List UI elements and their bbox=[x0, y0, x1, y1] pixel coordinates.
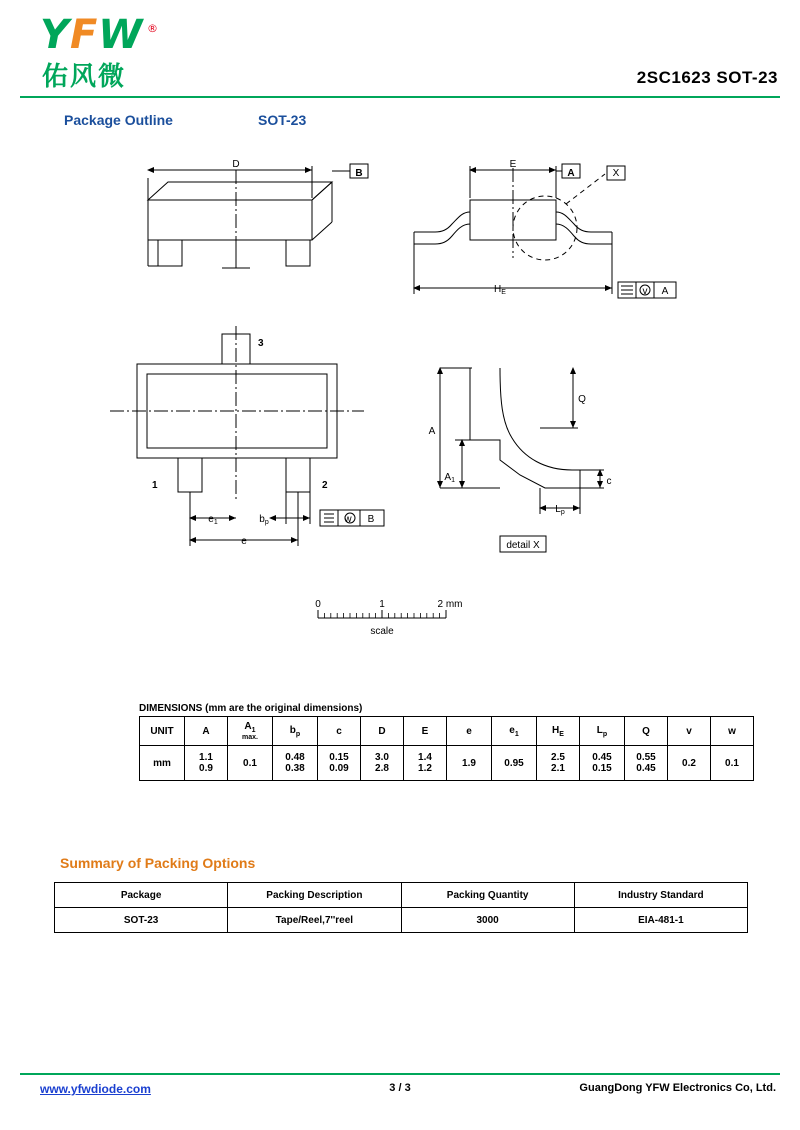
datum-label-b-top: B bbox=[355, 168, 363, 179]
package-outline-drawing bbox=[0, 140, 800, 660]
page-title: 2SC1623 SOT-23 bbox=[636, 68, 778, 87]
cell-package: SOT-23 bbox=[55, 908, 228, 933]
dim-label-e1: $e_1$ bbox=[208, 514, 218, 526]
col-lp: $L_p$ bbox=[580, 717, 625, 746]
registered-trademark-icon: ® bbox=[147, 22, 158, 35]
col-q: Q bbox=[625, 717, 668, 746]
cell-quantity: 3000 bbox=[401, 908, 574, 933]
dimensions-table bbox=[139, 716, 754, 781]
cell-standard: EIA-481-1 bbox=[574, 908, 747, 933]
pin-label-3: 3 bbox=[258, 338, 264, 349]
cell-he: 2.5 2.1 bbox=[537, 746, 580, 781]
footer-company-name: GuangDong YFW Electronics Co, Ltd. bbox=[579, 1082, 776, 1094]
cell-bp: 0.48 0.38 bbox=[273, 746, 318, 781]
footer-divider bbox=[20, 1073, 780, 1075]
scale-tick-2: 2 mm bbox=[437, 599, 463, 610]
cell-e1: 0.95 bbox=[492, 746, 537, 781]
dim-label-e-pitch: e bbox=[241, 536, 247, 547]
table-row bbox=[55, 908, 748, 933]
cell-e-pitch: 1.9 bbox=[447, 746, 492, 781]
table-row bbox=[140, 746, 754, 781]
col-c: c bbox=[318, 717, 361, 746]
cell-v: 0.2 bbox=[668, 746, 711, 781]
col-packing-quantity: Packing Quantity bbox=[401, 883, 574, 908]
col-a: A bbox=[185, 717, 228, 746]
packing-header-row bbox=[55, 883, 748, 908]
datum-label-a-top: A bbox=[567, 168, 575, 179]
col-e-pitch: e bbox=[447, 717, 492, 746]
section-package-outline-label: Package Outline bbox=[64, 112, 173, 128]
pin-label-2: 2 bbox=[322, 480, 328, 491]
col-w: w bbox=[711, 717, 754, 746]
col-bp: $b_p$ bbox=[273, 717, 318, 746]
scale-caption: scale bbox=[370, 626, 394, 637]
dim-label-he: $H_E$ bbox=[494, 284, 506, 296]
dim-label-c: c bbox=[606, 476, 612, 487]
cell-unit: mm bbox=[140, 746, 185, 781]
col-industry-standard: Industry Standard bbox=[574, 883, 747, 908]
col-he: $H_E$ bbox=[537, 717, 580, 746]
footer-page-number: 3 / 3 bbox=[389, 1082, 411, 1094]
section-packing-label: Summary of Packing Options bbox=[60, 855, 256, 871]
cell-description: Tape/Reel,7''reel bbox=[228, 908, 401, 933]
col-a1: $A_1$ max. bbox=[228, 717, 273, 746]
datum-label-v: v bbox=[642, 286, 648, 297]
cell-a: 1.1 0.9 bbox=[185, 746, 228, 781]
dim-label-lp: $L_p$ bbox=[555, 504, 565, 516]
logo-chinese-text: 佑风微 bbox=[42, 62, 127, 92]
packing-options-table bbox=[54, 882, 748, 933]
datum-label-b-tol: B bbox=[367, 514, 375, 525]
col-v: v bbox=[668, 717, 711, 746]
table-header-row bbox=[140, 717, 754, 746]
col-packing-description: Packing Description bbox=[228, 883, 401, 908]
logo-latin-text: YFW bbox=[40, 12, 144, 58]
cell-d: 3.0 2.8 bbox=[361, 746, 404, 781]
scale-tick-0: 0 bbox=[315, 599, 321, 610]
cell-w: 0.1 bbox=[711, 746, 754, 781]
dim-label-q: Q bbox=[578, 394, 586, 405]
col-e: E bbox=[404, 717, 447, 746]
dim-label-a-side: A bbox=[428, 426, 436, 437]
cell-c: 0.15 0.09 bbox=[318, 746, 361, 781]
col-package: Package bbox=[55, 883, 228, 908]
col-d: D bbox=[361, 717, 404, 746]
header-divider bbox=[20, 96, 780, 98]
tol-label-w: w bbox=[344, 514, 352, 525]
dim-label-a1: $A_1$ bbox=[444, 472, 455, 484]
dim-label-bp: $b_p$ bbox=[259, 514, 269, 526]
company-logo bbox=[40, 14, 210, 90]
cell-q: 0.55 0.45 bbox=[625, 746, 668, 781]
section-package-type-label: SOT-23 bbox=[258, 112, 307, 128]
col-e1: $e_1$ bbox=[492, 717, 537, 746]
detail-callout-x: X bbox=[612, 168, 620, 179]
cell-a1: 0.1 bbox=[228, 746, 273, 781]
col-unit: UNIT bbox=[140, 717, 185, 746]
scale-tick-1: 1 bbox=[379, 599, 385, 610]
datum-label-a-he: A bbox=[661, 286, 669, 297]
page-header bbox=[0, 0, 800, 96]
cell-lp: 0.45 0.15 bbox=[580, 746, 625, 781]
dim-label-d: D bbox=[232, 159, 240, 170]
dim-label-e-top: E bbox=[509, 159, 517, 170]
dimensions-caption: DIMENSIONS (mm are the original dimensions) bbox=[139, 703, 363, 714]
cell-e: 1.4 1.2 bbox=[404, 746, 447, 781]
detail-x-caption: detail X bbox=[506, 540, 540, 551]
footer-website-link[interactable]: www.yfwdiode.com bbox=[40, 1082, 151, 1096]
pin-label-1: 1 bbox=[152, 480, 158, 491]
